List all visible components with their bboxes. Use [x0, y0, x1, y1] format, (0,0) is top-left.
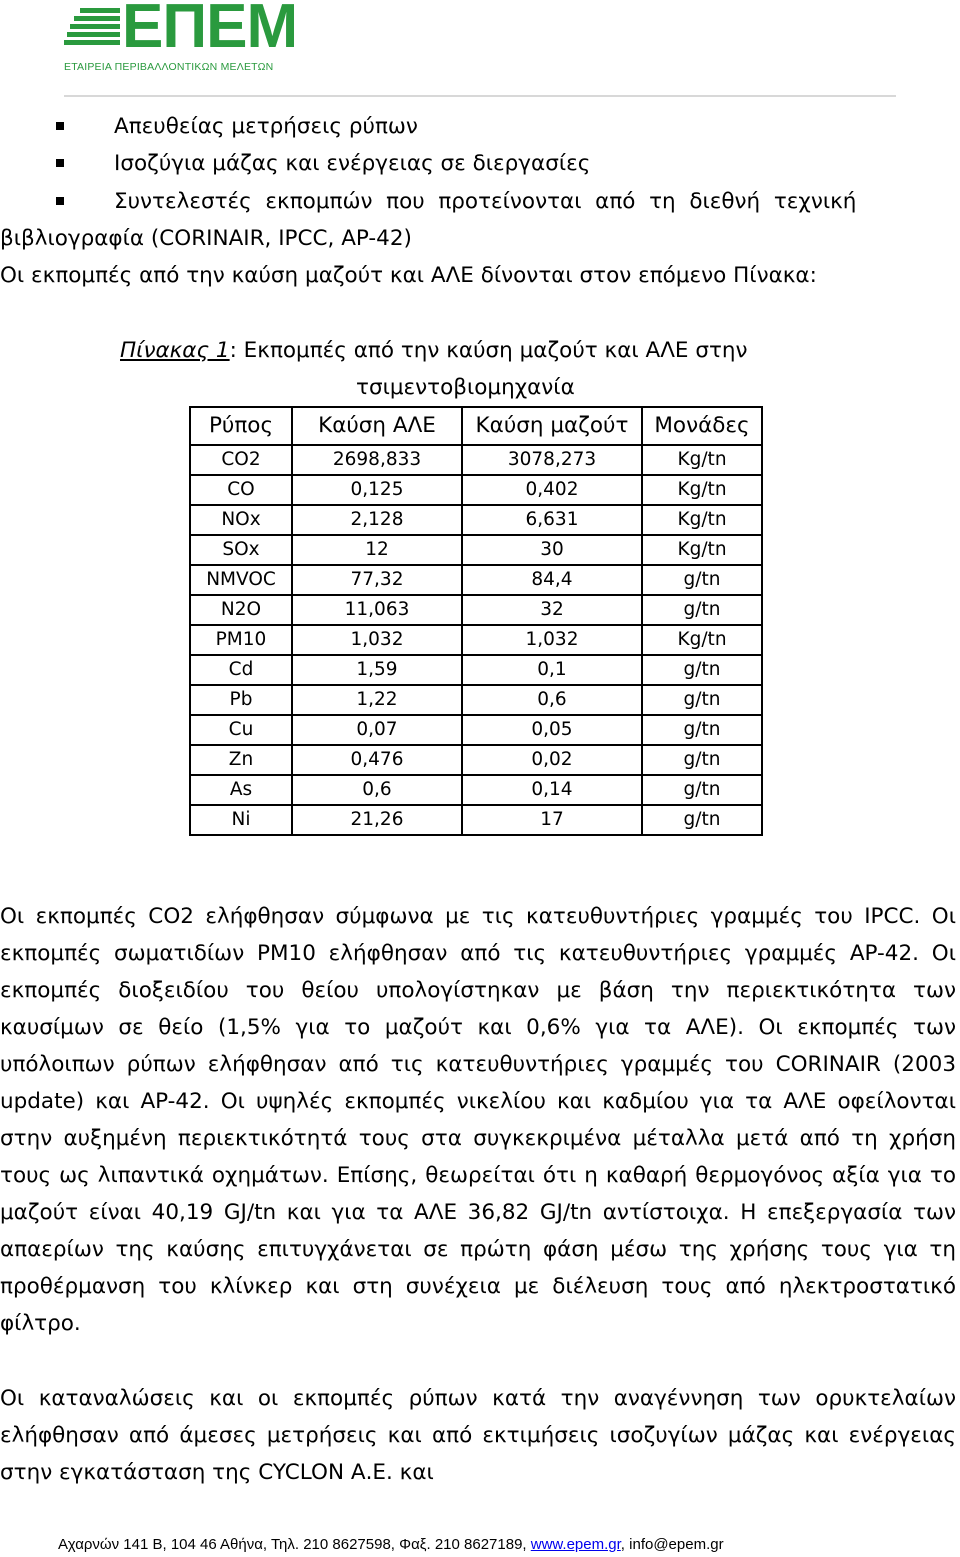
- table-row: [190, 565, 762, 595]
- cell-pollutant: CO2: [190, 445, 292, 475]
- emissions-table: [189, 406, 763, 836]
- cell-pollutant: N2O: [190, 595, 292, 625]
- bullet-text: Απευθείας μετρήσεις ρύπων: [114, 114, 418, 139]
- bullet-square-icon: [56, 197, 64, 205]
- logo-subtitle: ΕΤΑΙΡΕΙΑ ΠΕΡΙΒΑΛΛΟΝΤΙΚΩΝ ΜΕΛΕΤΩΝ: [64, 61, 274, 73]
- cell-fuel-oil-value: 84,4: [462, 565, 642, 595]
- cell-fuel-oil-value: 0,14: [462, 775, 642, 805]
- cell-ale-value: 1,22: [292, 685, 462, 715]
- cell-ale-value: 11,063: [292, 595, 462, 625]
- cell-unit: g/tn: [642, 685, 762, 715]
- cell-pollutant: SOx: [190, 535, 292, 565]
- cell-fuel-oil-value: 17: [462, 805, 642, 835]
- cell-ale-value: 1,032: [292, 625, 462, 655]
- cell-ale-value: 0,125: [292, 475, 462, 505]
- table-row: [190, 775, 762, 805]
- body-paragraph: Οι εκπομπές CO2 ελήφθησαν σύμφωνα με τις κατευθυντήριες γραμμές του IPCC. Οι εκπομπές σωματιδίων PM10 ελήφθησαν από τις κατευθυντήριες γραμμές AP-42. Οι εκπομπές διοξειδίου του θείου υπολογίστηκαν με βάση την περιεκτικότητα των καυσίμων σε θείο (1,5% για το μαζούτ και 0,6% για τα ΑΛΕ). Οι εκπομπές των υπόλοιπων ρύπων ελήφθησαν από τις κατευθυντήριες γραμμές του CORINAIR (2003 update) και AP-42. Οι υψηλές εκπομπές νικελίου και καδμίου για τα ΑΛΕ οφείλονται στην αυξημένη περιεκτικότητά τους στα συγκεκριμένα μέταλλα μετά από τη χρήση τους ως λιπαντικά οχημάτων. Επίσης, θεωρείται ότι η καθαρή θερμογόνος αξία για το μαζούτ είναι 40,19 GJ/tn και για τα ΑΛΕ 36,82 GJ/tn αντίστοιχα. Η επεξεργασία των απαερίων της καύσης επιτυγχάνεται σε πρώτη φάση μέσω της χρήσης τους για τη προθέρμανση του κλίνκερ και στη συνέχεια με διέλευση τους από ηλεκτροστατικό φίλτρο.: [0, 904, 956, 1336]
- column-header-pollutant: Ρύπος: [190, 407, 292, 445]
- cell-fuel-oil-value: 6,631: [462, 505, 642, 535]
- cell-fuel-oil-value: 3078,273: [462, 445, 642, 475]
- cell-unit: g/tn: [642, 775, 762, 805]
- cell-ale-value: 0,6: [292, 775, 462, 805]
- cell-unit: g/tn: [642, 595, 762, 625]
- cell-unit: Kg/tn: [642, 445, 762, 475]
- bullet-continuation: βιβλιογραφία (CORINAIR, IPCC, AP-42): [0, 226, 412, 251]
- cell-ale-value: 12: [292, 535, 462, 565]
- cell-unit: g/tn: [642, 655, 762, 685]
- cell-pollutant: Zn: [190, 745, 292, 775]
- footer-email: info@epem.gr: [629, 1536, 724, 1553]
- column-header-fuel-oil: Καύση μαζούτ: [462, 407, 642, 445]
- bullet-square-icon: [56, 122, 64, 130]
- cell-pollutant: PM10: [190, 625, 292, 655]
- column-header-ale: Καύση ΑΛΕ: [292, 407, 462, 445]
- table-row: [190, 655, 762, 685]
- cell-pollutant: NOx: [190, 505, 292, 535]
- table-caption: [120, 332, 880, 406]
- cell-fuel-oil-value: 30: [462, 535, 642, 565]
- table-row: [190, 445, 762, 475]
- cell-pollutant: CO: [190, 475, 292, 505]
- cell-pollutant: Ni: [190, 805, 292, 835]
- table-row: [190, 625, 762, 655]
- bullet-text: Ισοζύγια μάζας και ενέργειας σε διεργασίες: [114, 151, 591, 176]
- cell-ale-value: 1,59: [292, 655, 462, 685]
- table-row: [190, 805, 762, 835]
- cell-unit: g/tn: [642, 715, 762, 745]
- cell-unit: Kg/tn: [642, 535, 762, 565]
- cell-pollutant: NMVOC: [190, 565, 292, 595]
- cell-ale-value: 21,26: [292, 805, 462, 835]
- column-header-units: Μονάδες: [642, 407, 762, 445]
- table-row: [190, 505, 762, 535]
- cell-ale-value: 2,128: [292, 505, 462, 535]
- bullet-text: Συντελεστές εκπομπών που προτείνονται από τη διεθνή τεχνική: [114, 189, 857, 214]
- cell-unit: g/tn: [642, 745, 762, 775]
- cell-fuel-oil-value: 0,02: [462, 745, 642, 775]
- table-caption-text: : Εκπομπές από την καύση μαζούτ και ΑΛΕ στην: [229, 338, 748, 363]
- table-row: [190, 685, 762, 715]
- cell-pollutant: Pb: [190, 685, 292, 715]
- table-row: [190, 715, 762, 745]
- table-caption-label: Πίνακας 1: [120, 338, 230, 363]
- cell-fuel-oil-value: 0,402: [462, 475, 642, 505]
- body-paragraph: Οι καταναλώσεις και οι εκπομπές ρύπων κατά την αναγέννηση των ορυκτελαίων ελήφθησαν από άμεσες μετρήσεις και από εκτιμήσεις ισοζυγίων μάζας και ενέργειας στην εγκατάσταση της CYCLON Α.Ε. και: [0, 1386, 956, 1485]
- page-footer: [58, 1536, 724, 1553]
- footer-separator: ,: [620, 1536, 630, 1553]
- cell-unit: Kg/tn: [642, 475, 762, 505]
- company-logo: [64, 0, 314, 74]
- logo-wordmark: ΕΠΕΜ: [122, 0, 298, 61]
- cell-ale-value: 77,32: [292, 565, 462, 595]
- table-row: [190, 535, 762, 565]
- cell-fuel-oil-value: 1,032: [462, 625, 642, 655]
- cell-ale-value: 2698,833: [292, 445, 462, 475]
- intro-text: Οι εκπομπές από την καύση μαζούτ και ΑΛΕ δίνονται στον επόμενο Πίνακα:: [0, 263, 817, 288]
- footer-website-link[interactable]: www.epem.gr: [530, 1536, 621, 1553]
- header-divider: [64, 95, 896, 97]
- cell-pollutant: Cu: [190, 715, 292, 745]
- cell-fuel-oil-value: 0,05: [462, 715, 642, 745]
- cell-fuel-oil-value: 0,1: [462, 655, 642, 685]
- cell-unit: Kg/tn: [642, 625, 762, 655]
- cell-ale-value: 0,07: [292, 715, 462, 745]
- cell-unit: g/tn: [642, 565, 762, 595]
- footer-address: Αχαρνών 141 Β, 104 46 Αθήνα, Τηλ. 210 8627598, Φαξ. 210 8627189,: [58, 1536, 531, 1553]
- cell-pollutant: As: [190, 775, 292, 805]
- table-header-row: [190, 407, 762, 445]
- cell-fuel-oil-value: 0,6: [462, 685, 642, 715]
- cell-unit: g/tn: [642, 805, 762, 835]
- bullet-square-icon: [56, 159, 64, 167]
- cell-ale-value: 0,476: [292, 745, 462, 775]
- table-caption-line2: τσιμεντοβιομηχανία: [356, 375, 575, 400]
- cell-pollutant: Cd: [190, 655, 292, 685]
- table-row: [190, 475, 762, 505]
- cell-fuel-oil-value: 32: [462, 595, 642, 625]
- cell-unit: Kg/tn: [642, 505, 762, 535]
- table-row: [190, 745, 762, 775]
- logo-stripes-icon: [64, 8, 120, 52]
- table-row: [190, 595, 762, 625]
